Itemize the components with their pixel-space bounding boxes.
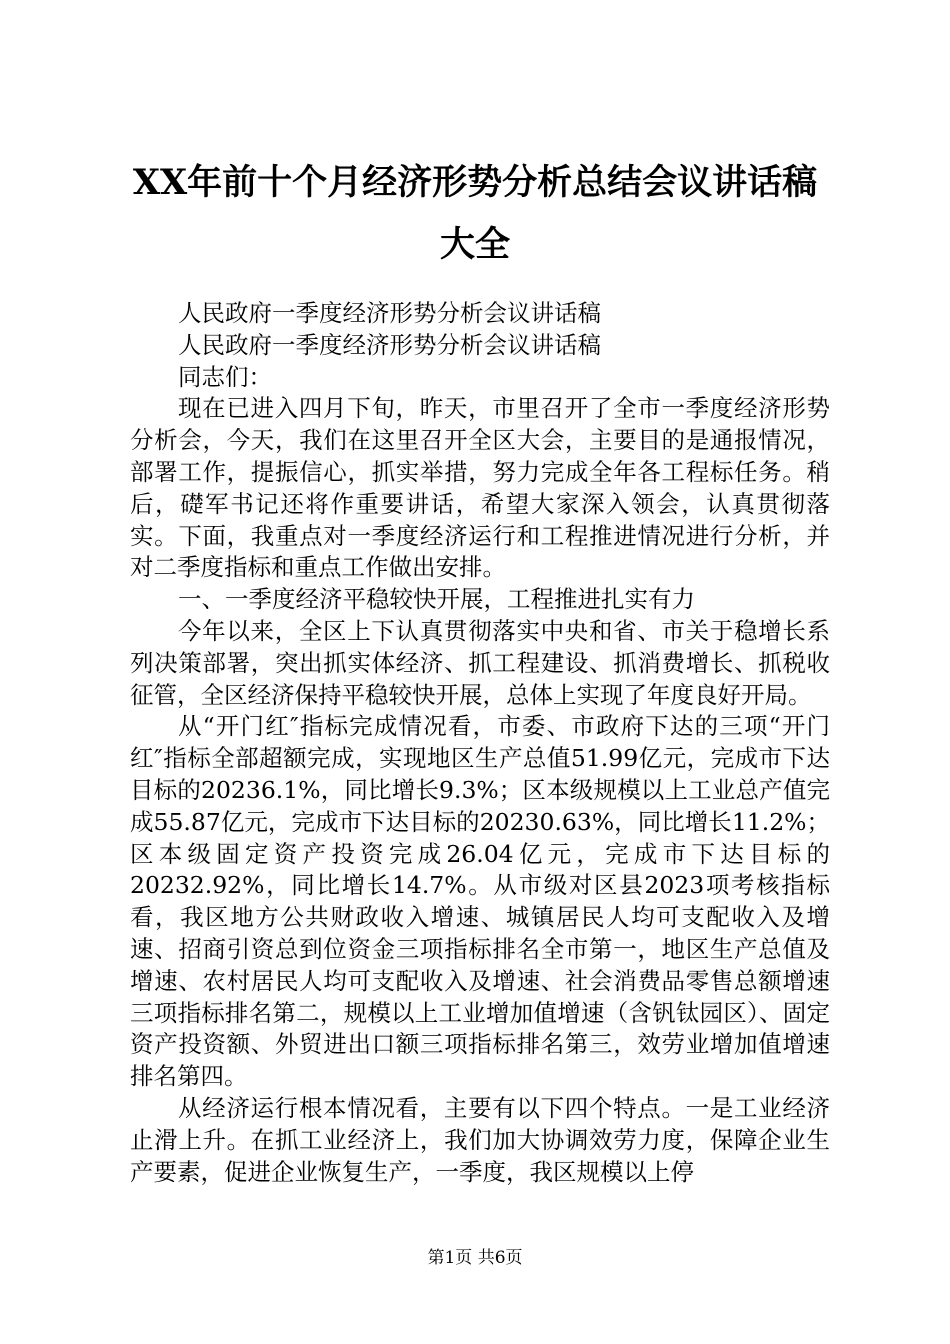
page-number-footer: 第1页 共6页 bbox=[427, 1248, 523, 1268]
section-heading: 一、一季度经济平稳较快开展，工程推进扎实有力 bbox=[178, 585, 695, 614]
document-title: XX年前十个月经济形势分析总结会议讲话稿 bbox=[132, 162, 818, 203]
body-paragraph: 现在已进入四月下旬，昨天，市里召开了全市一季度经济形势分析会，今天，我们在这里召开全区大会，主要目的是通报情况，部署工作，提振信心，抓实举措，努力完成全年各工程标任务。稍后，礎军书记还将作重要讲话，希望大家深入领会，认真贯彻落实。下面，我重点对一季度经济运行和工程推进情况进行分析，并对二季度指标和重点工作做出安排。 bbox=[130, 394, 830, 582]
subtitle-line: 人民政府一季度经济形势分析会议讲话稿 bbox=[178, 330, 601, 359]
subtitle-line: 人民政府一季度经济形势分析会议讲话稿 bbox=[178, 299, 601, 327]
body-paragraph: 从经济运行根本情况看，主要有以下四个特点。一是工业经济止滑上升。在抓工业经济上，我们加大协调效劳力度，保障企业生产要素，促进企业恢复生产，一季度，我区规模以上停 bbox=[130, 1093, 830, 1186]
salutation: 同志们： bbox=[178, 362, 272, 391]
document-title-continued: 大全 bbox=[439, 224, 510, 265]
body-paragraph: 从“开门红″指标完成情况看，市委、市政府下达的三项“开门红″指标全部超额完成，实现地区生产总值51.99亿元，完成市下达目标的20236.1%，同比增长9.3%；区本级规模以上工业总产值完成55.87亿元，完成市下达目标的20230.63%，同比增长11.2%；区本级固定资产投资完成26.04亿元，完成市下达目标的20232.92%，同比增长14.7%。从市级对区县2023项考核指标看，我区地方公共财政收入增速、城镇居民人均可支配收入及增速、招商引资总到位资金三项指标排名全市第一，地区生产总值及增速、农村居民人均可支配收入及增速、社会消费品零售总额增速三项指标排名第二，规模以上工业增加值增速（含钒钛园区）、固定资产投资额、外贸进出口额三项指标排名第三，效劳业增加值增速排名第四。 bbox=[130, 712, 830, 1091]
document-body bbox=[130, 298, 830, 1188]
body-paragraph: 今年以来，全区上下认真贯彻落实中央和省、市关于稳增长系列决策部署，突出抓实体经济、抓工程建设、抓消费增长、抓税收征管，全区经济保持平稳较快开展，总体上实现了年度良好开局。 bbox=[130, 616, 830, 709]
